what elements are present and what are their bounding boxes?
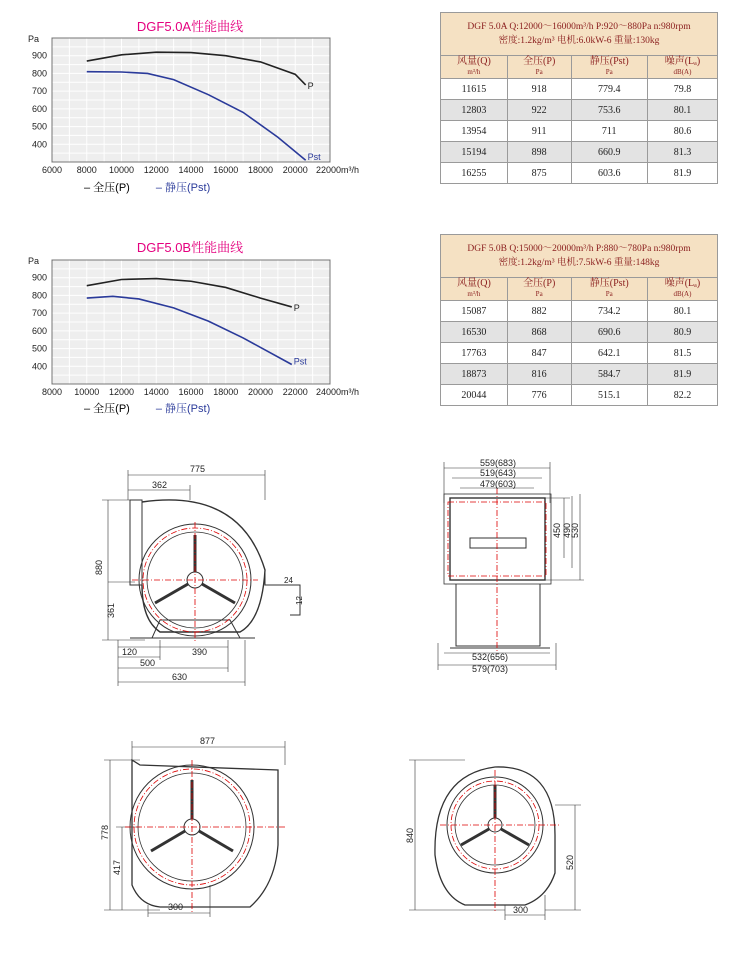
chart-a-title: DGF5.0A性能曲线 [136,19,244,34]
x-tick-label: 12000 [108,387,135,397]
dim-label: 390 [192,647,208,657]
x-tick-label: 24000m³/h [316,387,360,397]
series-label-pst: Pst [293,356,307,367]
table-row: 15194 898 660.9 81.3 [441,142,718,163]
dim-label: 877 [200,736,216,746]
y-axis-label: Pa [28,34,40,44]
y-tick-label: 600 [31,103,47,114]
chart-b-title: DGF5.0B性能曲线 [136,240,244,255]
table-row: 15087 882 734.2 80.1 [441,301,718,322]
col-header: 静压(Pst) Pa [571,278,647,301]
dim-label: 490 [562,522,572,538]
dim-label: 520 [565,854,575,870]
dim-label: 500 [140,658,156,668]
table-row: 16255 875 603.6 81.9 [441,163,718,184]
chart-b-legend [84,400,210,416]
dim-label: 479(603) [480,479,517,489]
x-tick-label: 14000 [178,165,204,175]
x-tick-label: 18000 [213,387,239,397]
spec-line1: DGF 5.0A Q:12000～16000m³/h P:920～880Pa n:980rpm [467,22,691,32]
col-header: 静压(Pst) Pa [571,56,647,79]
y-tick-label: 800 [31,290,47,301]
dim-label: 630 [172,672,188,682]
dim-label: 417 [112,859,122,875]
chart-a-legend [84,179,210,195]
dim-label: 361 [106,602,116,618]
y-tick-label: 500 [31,121,47,132]
series-label-p: P [293,302,300,313]
y-tick-label: 400 [31,139,47,150]
col-header: 噪声(Lₐ) dB(A) [647,278,717,301]
x-tick-label: 16000 [178,387,204,397]
spec-line2: 密度:1.2kg/m³ 电机:6.0kW-6 重量:130kg [498,36,660,46]
chart-b [0,252,360,407]
col-header: 全压(P) Pa [507,56,571,79]
series-label-p: P [307,80,314,91]
x-tick-label: 6000 [41,165,63,175]
y-tick-label: 600 [31,325,47,336]
x-tick-label: 12000 [143,165,169,175]
x-tick-label: 10000 [74,387,100,397]
dim-label: 559(683) [480,458,517,468]
dim-label: 778 [100,824,110,840]
dim-label: 300 [168,902,184,912]
y-tick-label: 800 [31,68,47,79]
legend-pst: – 静压(Pst) [155,182,211,194]
spec-table-a [440,12,718,184]
side-view-drawing-b [100,735,300,920]
side-view-drawing-c [405,755,595,930]
dim-label: 120 [122,647,138,657]
y-tick-label: 700 [31,86,47,97]
col-header: 风量(Q) m³/h [441,278,508,301]
col-header: 风量(Q) m³/h [441,56,508,79]
spec-header [441,235,718,278]
chart-a [0,30,360,190]
x-tick-label: 18000 [247,165,274,175]
x-tick-label: 14000 [143,387,169,397]
front-view-drawing [430,458,610,678]
x-tick-label: 8000 [41,387,63,397]
spec-table-b [440,234,718,406]
col-header: 噪声(Lₐ) dB(A) [647,56,717,79]
x-tick-label: 8000 [76,165,97,175]
y-tick-label: 700 [31,308,47,319]
table-row: 18873 816 584.7 81.9 [441,364,718,385]
spec-line2: 密度:1.2kg/m³ 电机:7.5kW-6 重量:148kg [498,258,660,268]
x-tick-label: 22000 [282,387,308,397]
spec-header [441,13,718,56]
table-row: 17763 847 642.1 81.5 [441,343,718,364]
dim-label: 300 [513,905,529,915]
dim-label: 775 [190,464,206,474]
dim-label: 362 [152,480,168,490]
dim-label: 24 [284,576,293,585]
dim-label: 519(643) [480,468,517,478]
dim-label: 12 [295,596,304,605]
table-row: 13954 911 711 80.6 [441,121,718,142]
x-tick-label: 20000 [247,387,274,397]
legend-pst: – 静压(Pst) [155,403,211,415]
legend-p: – 全压(P) [84,182,130,194]
dim-label: 530 [570,522,580,538]
col-header: 全压(P) Pa [507,278,571,301]
spec-line1: DGF 5.0B Q:15000～20000m³/h P:880～780Pa n:980rpm [467,244,691,254]
x-tick-label: 10000 [108,165,135,175]
series-label-pst: Pst [307,152,321,163]
side-view-drawing-a [90,460,330,690]
x-tick-label: 20000 [282,165,308,175]
x-tick-label: 16000 [213,165,239,175]
dim-label: 532(656) [472,652,509,662]
dim-label: 579(703) [472,664,509,674]
dim-label: 880 [94,559,104,575]
table-row: 11615 918 779.4 79.8 [441,79,718,100]
y-tick-label: 500 [31,343,47,354]
table-row: 16530 868 690.6 80.9 [441,322,718,343]
dim-label: 450 [552,522,562,538]
x-tick-label: 22000m³/h [316,165,360,175]
table-row: 20044 776 515.1 82.2 [441,385,718,406]
table-row: 12803 922 753.6 80.1 [441,100,718,121]
y-tick-label: 900 [31,50,47,61]
legend-p: – 全压(P) [84,403,130,415]
y-tick-label: 900 [31,272,47,283]
y-axis-label: Pa [28,256,40,266]
y-tick-label: 400 [31,361,47,372]
dim-label: 840 [405,827,415,843]
